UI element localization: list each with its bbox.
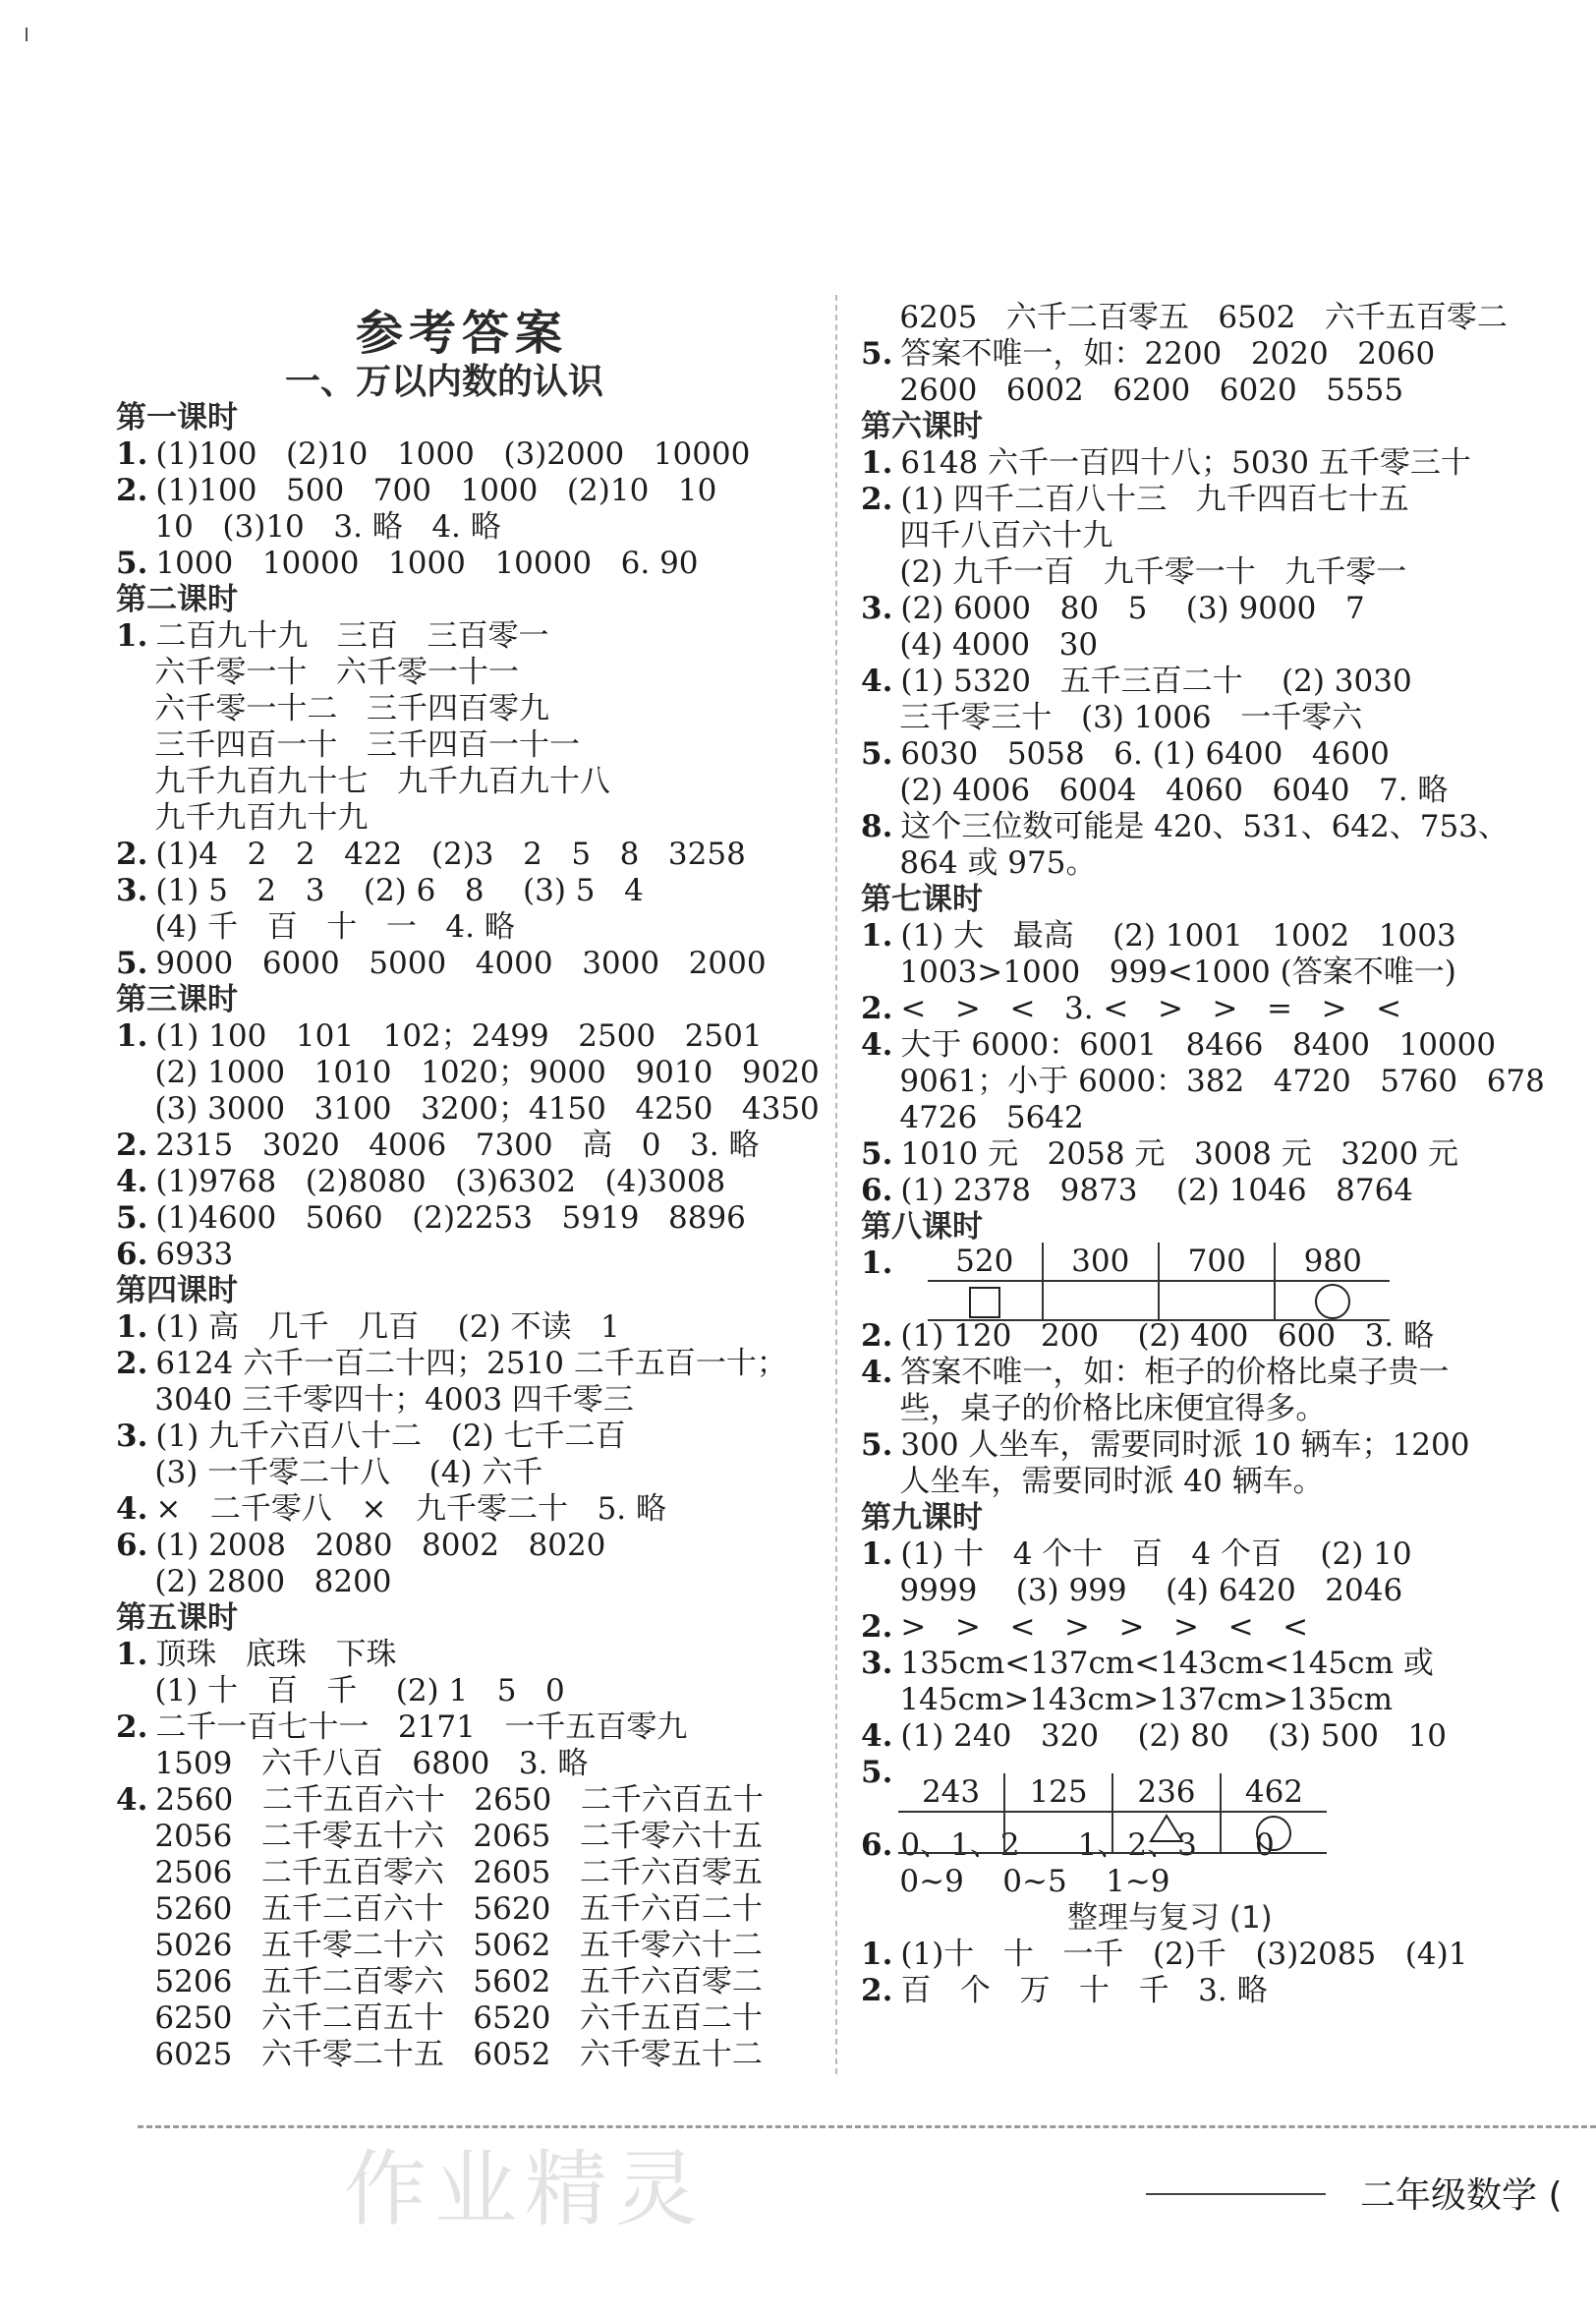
question-number: 5. <box>116 1200 148 1236</box>
answer-line <box>116 1964 763 2000</box>
answer-line <box>116 873 644 909</box>
answer-text: 1010 元 2058 元 3008 元 3200 元 <box>900 1136 1459 1172</box>
answer-text: (2) 九千一百 九千零一十 九千零一 <box>861 554 1407 590</box>
answer-line <box>116 1346 787 1382</box>
answer-text: 6205 六千二百零五 6502 六千五百零二 <box>861 300 1508 335</box>
answer-text: 二千一百七十一 2171 一千五百零九 <box>155 1709 688 1745</box>
t9-cell: 236 <box>1112 1773 1221 1812</box>
answer-text: 0、1、2 1、2、3 0 <box>900 1827 1275 1863</box>
lesson-heading: 第四课时 <box>116 1273 238 1308</box>
question-number: 2. <box>861 1609 893 1645</box>
answer-line <box>861 1973 1268 2009</box>
square-icon <box>969 1287 1000 1318</box>
answer-text: 300 人坐车，需要同时派 10 辆车；1200 <box>900 1427 1470 1463</box>
answer-line <box>116 618 549 655</box>
answer-line <box>861 1100 1084 1136</box>
answer-line <box>116 1746 588 1782</box>
answer-line <box>861 1064 1545 1100</box>
answer-line <box>861 1355 1449 1391</box>
answer-text: 10 (3)10 3. 略 4. 略 <box>116 509 501 545</box>
answer-line <box>116 1091 820 1128</box>
answer-line <box>116 655 519 691</box>
answer-text: > > < > > > < < <box>900 1609 1309 1645</box>
answer-text: 2056 二千零五十六 2065 二千零六十五 <box>116 1819 763 1854</box>
answer-text: 135cm<137cm<143cm<145cm 或 <box>900 1646 1434 1681</box>
lesson-heading: 第六课时 <box>861 409 983 444</box>
answer-line <box>861 736 1390 773</box>
answer-text: 5026 五千零二十六 5062 五千零六十二 <box>116 1928 763 1963</box>
answer-text: 百 个 万 十 千 3. 略 <box>900 1973 1268 2008</box>
t8-cell: 520 <box>928 1243 1043 1281</box>
t9-cell: 243 <box>898 1773 1004 1812</box>
answer-text: 六千零一十二 三千四百零九 <box>116 691 549 726</box>
answer-text: 4726 5642 <box>861 1100 1084 1135</box>
answer-text: 6148 六千一百四十八；5030 五千零三十 <box>900 445 1471 481</box>
answer-text: (1) 5 2 3 (2) 6 8 (3) 5 4 <box>155 873 644 908</box>
answer-text: (1) 九千六百八十二 (2) 七千二百 <box>155 1419 626 1454</box>
answer-line <box>861 1937 1467 1973</box>
question-number: 6. <box>116 1237 148 1272</box>
question-number: 4. <box>116 1491 148 1527</box>
answer-text: 1000 10000 1000 10000 6. 90 <box>155 546 699 581</box>
unit-title: 一、万以内数的认识 <box>285 362 604 402</box>
answer-line <box>116 1455 542 1491</box>
t9-cell: 462 <box>1221 1773 1327 1812</box>
question-number: 1. <box>116 1309 148 1345</box>
lesson9-answer-table <box>898 1773 1327 1854</box>
answer-text: (2) 6000 80 5 (3) 9000 7 <box>900 591 1365 626</box>
question-number: 8. <box>861 809 893 844</box>
answer-line <box>861 1136 1458 1173</box>
answer-text: (1)4 2 2 422 (2)3 2 5 8 3258 <box>155 837 746 872</box>
answer-line <box>116 909 515 946</box>
answer-line <box>861 664 1412 700</box>
question-number: 5. <box>861 1427 893 1463</box>
question-number: 5. <box>861 1136 893 1172</box>
answer-line <box>116 1564 392 1600</box>
question-number: 3. <box>861 1646 893 1681</box>
answer-text: 5206 五千二百零六 5602 五千六百零二 <box>116 1964 763 1999</box>
answer-line <box>116 1782 764 1819</box>
answer-text: 3040 三千零四十；4003 四千零三 <box>116 1382 634 1418</box>
answer-line <box>861 1391 1326 1427</box>
answer-text: (1)十 十 一千 (2)千 (3)2085 (4)1 <box>900 1937 1468 1972</box>
answer-line <box>116 1819 763 1855</box>
answer-text: 顶珠 底珠 下珠 <box>155 1637 397 1672</box>
t8-cell: 700 <box>1159 1243 1275 1281</box>
answer-line <box>861 1318 1434 1355</box>
answer-text: 0~9 0~5 1~9 <box>861 1864 1170 1899</box>
lesson-heading: 第二课时 <box>116 582 238 617</box>
answer-text: (1)9768 (2)8080 (3)6302 (4)3008 <box>155 1164 726 1199</box>
answer-line <box>861 445 1471 482</box>
answer-text: (1) 十 4 个十 百 4 个百 (2) 10 <box>900 1536 1412 1572</box>
answer-line <box>861 1864 1170 1900</box>
answer-text: 人坐车，需要同时派 40 辆车。 <box>861 1464 1324 1499</box>
answer-text: 2560 二千五百六十 2650 二千六百五十 <box>155 1782 764 1818</box>
lesson-heading: 第三课时 <box>116 982 238 1017</box>
answer-text: 二百九十九 三百 三百零一 <box>155 618 549 654</box>
question-number: 1. <box>116 1018 148 1054</box>
question-number: 4. <box>116 1164 148 1199</box>
answer-text: (3) 一千零二十八 (4) 六千 <box>116 1455 543 1490</box>
answer-text: 9999 (3) 999 (4) 6420 2046 <box>861 1573 1403 1608</box>
answer-text: (4) 4000 30 <box>861 627 1099 663</box>
t8-circle-cell <box>1275 1281 1390 1320</box>
answer-text: 大于 6000：6001 8466 8400 10000 <box>900 1027 1497 1063</box>
answer-line <box>116 1200 746 1237</box>
question-number: 2. <box>861 1318 893 1354</box>
answer-text: (2) 4006 6004 4060 6040 7. 略 <box>861 773 1449 808</box>
question-number: 2. <box>116 1346 148 1381</box>
question-number: 6. <box>116 1528 148 1563</box>
question-number: 2. <box>116 837 148 872</box>
answer-text: 6250 六千二百五十 6520 六千五百二十 <box>116 2000 763 2036</box>
answer-line <box>116 1128 759 1164</box>
answer-line <box>116 546 699 582</box>
question-number: 5. <box>116 946 148 981</box>
question-number: 1. <box>861 445 893 481</box>
answer-text: 9000 6000 5000 4000 3000 2000 <box>155 946 767 981</box>
answer-text: 四千八百六十九 <box>861 518 1113 553</box>
answer-text: (1)100 500 700 1000 (2)10 10 <box>155 473 717 508</box>
answer-text: 六千零一十 六千零一十一 <box>116 655 519 690</box>
answer-line <box>116 2000 763 2037</box>
answer-line <box>116 727 580 764</box>
answer-text: (1) 大 最高 (2) 1001 1002 1003 <box>900 918 1456 954</box>
question-number: 3. <box>116 873 148 908</box>
answer-line <box>116 509 501 546</box>
answer-text: 2600 6002 6200 6020 5555 <box>861 373 1404 408</box>
page-title: 参考答案 <box>356 306 569 361</box>
t9-circle-cell <box>1221 1812 1327 1853</box>
question-number: 4. <box>861 1718 893 1754</box>
answer-line <box>861 1173 1413 1209</box>
answer-line <box>116 1055 820 1091</box>
answer-line <box>861 1464 1324 1500</box>
question-number: 6. <box>861 1173 893 1208</box>
answer-line <box>861 554 1406 591</box>
answer-line <box>116 800 368 837</box>
answer-line <box>861 1682 1393 1718</box>
answer-text: 5260 五千二百六十 5620 五千六百二十 <box>116 1891 763 1927</box>
answer-text: 6025 六千零二十五 6052 六千零五十二 <box>116 2037 763 2072</box>
footer-rule <box>1146 2193 1326 2195</box>
answer-line <box>861 482 1409 518</box>
answer-text: 三千零三十 (3) 1006 一千零六 <box>861 700 1363 735</box>
column-divider <box>835 295 837 2074</box>
answer-text: (3) 3000 3100 3200；4150 4250 4350 <box>116 1091 820 1127</box>
question-number: 5. <box>861 1755 893 1790</box>
question-number: 1. <box>116 618 148 654</box>
answer-text: (1) 120 200 (2) 400 600 3. 略 <box>900 1318 1435 1354</box>
t8-cell: 300 <box>1043 1243 1159 1281</box>
t8-empty-cell <box>1043 1281 1159 1320</box>
answer-line <box>861 373 1403 409</box>
question-number: 4. <box>116 1782 148 1818</box>
answer-text: (1) 240 320 (2) 80 (3) 500 10 <box>900 1718 1448 1754</box>
answer-text: 2506 二千五百零六 2605 二千六百零五 <box>116 1855 763 1890</box>
answer-text: (1) 四千二百八十三 九千四百七十五 <box>900 482 1409 517</box>
answer-line <box>116 1309 620 1346</box>
answer-line <box>116 473 716 509</box>
answer-line <box>861 518 1112 554</box>
question-number: 4. <box>861 1355 893 1390</box>
question-number: 1. <box>861 1937 893 1972</box>
lesson-heading: 第七课时 <box>861 882 983 917</box>
answer-line <box>861 1755 900 1791</box>
answer-line <box>861 845 1096 882</box>
answer-text: (1) 2008 2080 8002 8020 <box>155 1528 606 1563</box>
answer-text: 三千四百一十 三千四百一十一 <box>116 727 580 763</box>
answer-line <box>861 336 1435 373</box>
answer-line <box>116 1528 605 1564</box>
answer-text: (1)100 (2)10 1000 (3)2000 10000 <box>155 436 751 472</box>
lesson-heading: 第一课时 <box>116 400 238 435</box>
question-number: 1. <box>861 918 893 954</box>
answer-line <box>861 591 1365 627</box>
answer-text: 答案不唯一，如：柜子的价格比桌子贵一 <box>900 1355 1450 1390</box>
answer-line <box>861 1427 1469 1464</box>
answer-line <box>861 918 1456 955</box>
circle-icon <box>1256 1816 1291 1851</box>
t8-square-cell <box>928 1281 1043 1320</box>
answer-text: (1) 高 几千 几百 (2) 不读 1 <box>155 1309 620 1345</box>
answer-text: 864 或 975。 <box>861 845 1097 881</box>
answer-text: 6124 六千一百二十四；2510 二千五百一十； <box>155 1346 787 1381</box>
answer-text: (1)4600 5060 (2)2253 5919 8896 <box>155 1200 746 1236</box>
question-number: 5. <box>861 736 893 772</box>
section-heading: 整理与复习 (1) <box>1067 1900 1273 1936</box>
answer-line <box>116 1709 687 1746</box>
answer-text: 6030 5058 6. (1) 6400 4600 <box>900 736 1390 772</box>
question-number: 1. <box>861 1245 893 1281</box>
answer-text: 这个三位数可能是 420、531、642、753、 <box>900 809 1509 844</box>
lesson8-answer-table <box>928 1243 1390 1321</box>
answer-text: 2315 3020 4006 7300 高 0 3. 略 <box>155 1128 760 1163</box>
answer-text: (1) 2378 9873 (2) 1046 8764 <box>900 1173 1414 1208</box>
answer-line <box>861 955 1456 991</box>
t8-cell: 980 <box>1275 1243 1390 1281</box>
answer-line <box>861 991 1401 1027</box>
answer-text: 九千九百九十九 <box>116 800 369 836</box>
answer-line <box>116 691 549 727</box>
answer-text: (2) 1000 1010 1020；9000 9010 9020 <box>116 1055 820 1090</box>
answer-line <box>116 1928 763 1964</box>
answer-text: < > < 3. < > > = > < <box>900 991 1402 1026</box>
answer-line <box>861 1646 1434 1682</box>
answer-line <box>861 1027 1496 1064</box>
question-number: 1. <box>116 1637 148 1672</box>
answer-text: (1) 5320 五千三百二十 (2) 3030 <box>900 664 1412 699</box>
question-number: 3. <box>861 591 893 626</box>
answer-text: 145cm>143cm>137cm>135cm <box>861 1682 1394 1717</box>
answer-text: (1) 100 101 102；2499 2500 2501 <box>155 1018 763 1054</box>
t9-cell: 125 <box>1004 1773 1112 1812</box>
answer-line <box>116 436 750 473</box>
answer-text: × 二千零八 × 九千零二十 5. 略 <box>155 1491 667 1527</box>
question-number: 2. <box>116 473 148 508</box>
answer-line <box>861 300 1508 336</box>
answer-line <box>116 1855 763 1891</box>
answer-line <box>861 627 1098 664</box>
question-number: 2. <box>861 482 893 517</box>
answer-line <box>116 837 746 873</box>
answer-line <box>116 764 610 800</box>
footer-label: 二年级数学 ( <box>1360 2175 1563 2216</box>
watermark: 作业精灵 <box>344 2141 707 2237</box>
answer-text: 1509 六千八百 6800 3. 略 <box>116 1746 589 1781</box>
answer-text: 些，桌子的价格比床便宜得多。 <box>861 1391 1327 1426</box>
answer-line <box>861 1536 1412 1573</box>
circle-icon <box>1315 1284 1350 1319</box>
answer-line <box>116 1382 634 1419</box>
t9-empty-cell <box>1004 1812 1112 1853</box>
answer-line <box>861 773 1448 809</box>
answer-text: 答案不唯一，如：2200 2020 2060 <box>900 336 1436 372</box>
answer-text: (1) 十 百 千 (2) 1 5 0 <box>116 1673 565 1708</box>
answer-line <box>861 1245 900 1282</box>
question-number: 5. <box>861 336 893 372</box>
question-number: 2. <box>861 991 893 1026</box>
answer-text: (4) 千 百 十 一 4. 略 <box>116 909 515 945</box>
answer-text: 1003>1000 999<1000 (答案不唯一) <box>861 955 1456 990</box>
question-number: 6. <box>861 1827 893 1863</box>
answer-line <box>116 1637 397 1673</box>
bottom-dashed-rule <box>138 2125 1596 2128</box>
answer-text: 6933 <box>155 1237 234 1272</box>
lesson-heading: 第九课时 <box>861 1500 983 1535</box>
answer-text: 9061；小于 6000：382 4720 5760 678 <box>861 1064 1545 1099</box>
answer-line <box>116 946 767 982</box>
lesson-heading: 第五课时 <box>116 1600 238 1636</box>
t8-empty-cell <box>1159 1281 1275 1320</box>
answer-line <box>116 2037 763 2073</box>
answer-line <box>861 1609 1308 1646</box>
question-number: 1. <box>861 1536 893 1572</box>
answer-line <box>861 700 1362 736</box>
answer-text: (2) 2800 8200 <box>116 1564 392 1599</box>
triangle-icon <box>1148 1813 1185 1844</box>
answer-line <box>861 1718 1447 1755</box>
answer-line <box>116 1891 763 1928</box>
answer-text: 九千九百九十七 九千九百九十八 <box>116 764 610 799</box>
question-number: 5. <box>116 546 148 581</box>
answer-line <box>116 1018 763 1055</box>
answer-line <box>861 1573 1402 1609</box>
corner-mark <box>26 28 28 41</box>
t9-triangle-cell <box>1112 1812 1221 1853</box>
answer-line <box>116 1419 625 1455</box>
question-number: 4. <box>861 664 893 699</box>
answer-line <box>116 1491 666 1528</box>
lesson-heading: 第八课时 <box>861 1209 983 1245</box>
question-number: 3. <box>116 1419 148 1454</box>
question-number: 2. <box>116 1709 148 1745</box>
answer-line <box>116 1237 233 1273</box>
question-number: 2. <box>861 1973 893 2008</box>
answer-line <box>116 1673 565 1709</box>
answer-line <box>861 809 1509 845</box>
question-number: 2. <box>116 1128 148 1163</box>
t9-empty-cell <box>898 1812 1004 1853</box>
question-number: 4. <box>861 1027 893 1063</box>
question-number: 1. <box>116 436 148 472</box>
answer-line <box>116 1164 725 1200</box>
